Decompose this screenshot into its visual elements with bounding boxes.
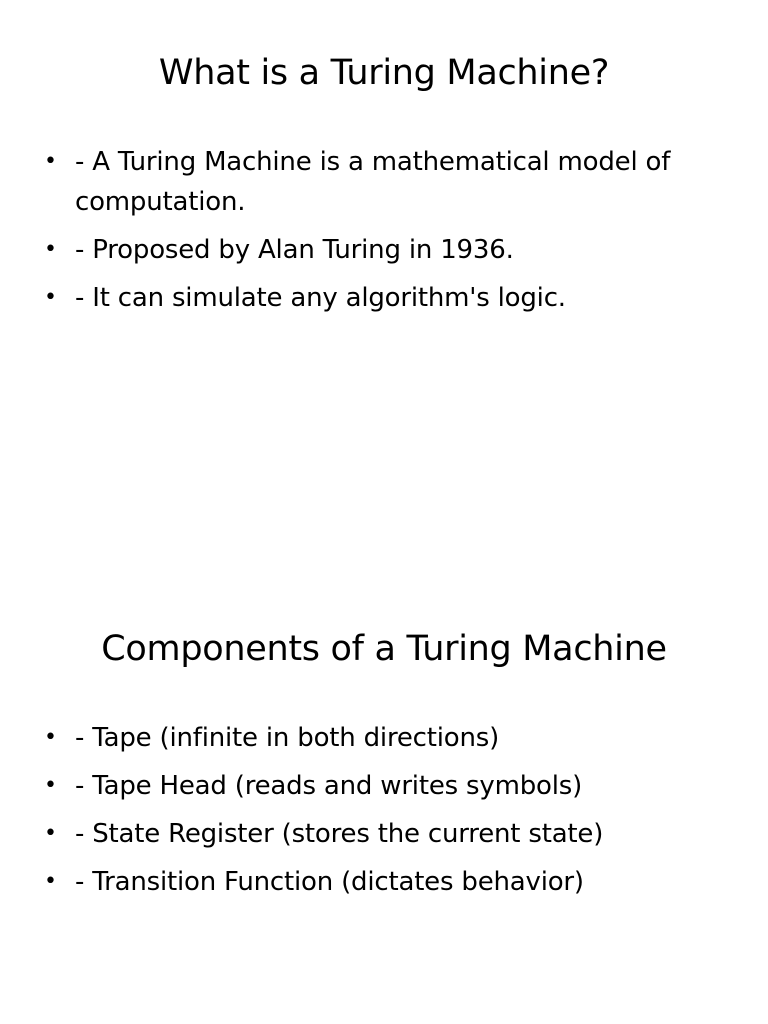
bullet-text: - State Register (stores the current state): [75, 819, 604, 849]
bullet-list: [42, 718, 732, 910]
bullet-icon: •: [44, 237, 57, 262]
list-item: [42, 142, 732, 222]
list-item: [42, 718, 732, 758]
slide-2: [0, 576, 768, 1024]
bullet-icon: •: [44, 821, 57, 846]
bullet-text: - Tape Head (reads and writes symbols): [75, 771, 583, 801]
bullet-list: [42, 142, 732, 326]
list-item: [42, 278, 732, 318]
slide-title: What is a Turing Machine?: [158, 53, 610, 93]
bullet-text: - It can simulate any algorithm's logic.: [75, 283, 566, 313]
bullet-icon: •: [44, 773, 57, 798]
bullet-icon: •: [44, 869, 57, 894]
bullet-text: - Tape (infinite in both directions): [75, 723, 500, 753]
slide-title: Components of a Turing Machine: [101, 629, 667, 669]
list-item: [42, 766, 732, 806]
bullet-icon: •: [44, 285, 57, 310]
list-item: [42, 230, 732, 270]
bullet-text: - Transition Function (dictates behavior): [75, 867, 584, 897]
bullet-text: - A Turing Machine is a mathematical model of computation.: [75, 147, 671, 217]
list-item: [42, 862, 732, 902]
bullet-icon: •: [44, 149, 57, 174]
bullet-icon: •: [44, 725, 57, 750]
list-item: [42, 814, 732, 854]
bullet-text: - Proposed by Alan Turing in 1936.: [75, 235, 514, 265]
